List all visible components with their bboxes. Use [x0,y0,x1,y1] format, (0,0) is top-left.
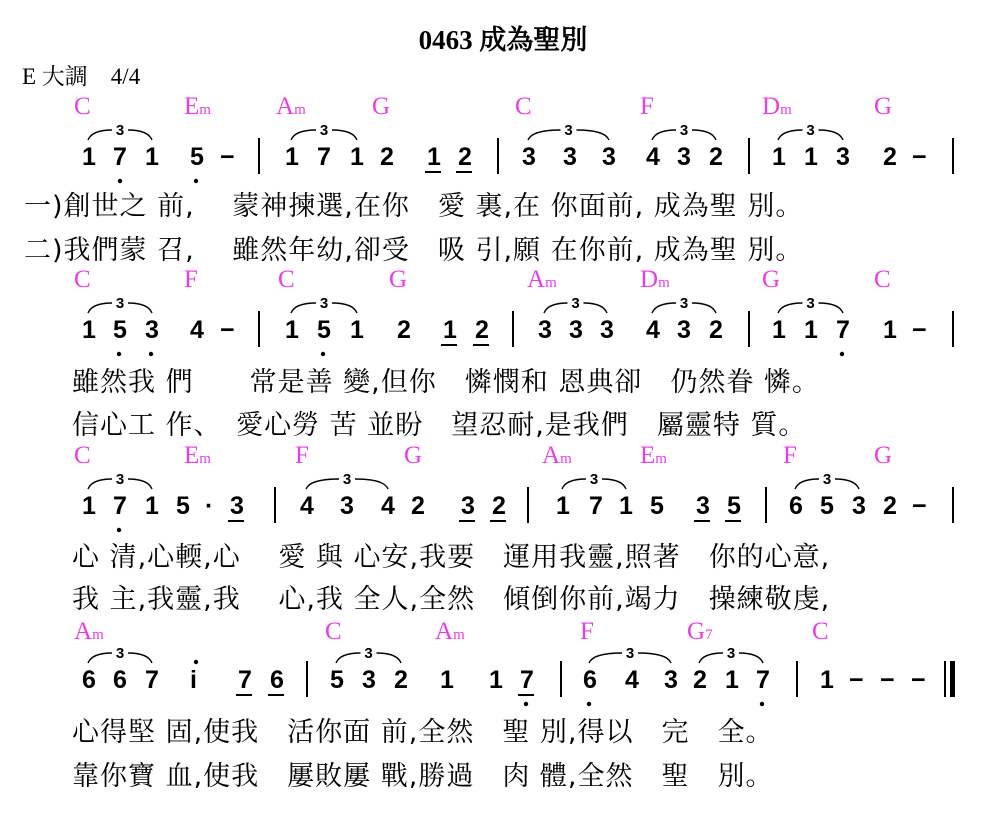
octave-dot [524,702,528,706]
triplet-arc [652,130,676,140]
triplet-arc [795,479,819,489]
note: 1 [883,316,897,344]
note: 3 [145,316,159,344]
final-bar-thin [944,661,946,697]
lyric-verse-2: 二)我們蒙 召, 雖然年幼,卻受 吸 引,願 在你前, 成為聖 別。 [24,235,804,266]
octave-dot [194,179,198,183]
triplet-arc [88,479,112,489]
triplet-number: 3 [806,122,815,139]
note: 1 [285,316,299,344]
triplet-arc [819,130,844,140]
chord: F [580,618,594,645]
triplet-arc [128,130,152,140]
note: 2 [883,492,897,520]
triplet-arc [692,130,716,140]
note: 5 [650,492,664,520]
triplet-arc [835,479,859,489]
note: 7 [113,143,127,171]
note: 6 [789,492,803,520]
triplet-number: 3 [822,471,832,488]
triplet-arc [88,303,112,313]
octave-dot [149,352,153,356]
note: i [190,666,197,694]
triplet-number: 3 [342,471,352,488]
triplet-arc [88,653,112,663]
triplet-number: 3 [625,645,635,662]
triplet-arc [332,130,357,140]
bar-line [952,138,954,174]
note: 1 [145,143,159,171]
note: 2 [411,492,425,520]
octave-dot [194,660,198,664]
note: 7 [113,492,127,520]
triplet-arc [638,653,671,663]
note: 3 [563,143,577,171]
note: 4 [646,143,660,171]
bar-line [952,311,954,347]
note: 4 [646,316,660,344]
note: 7 [145,666,159,694]
triplet-number: 3 [589,471,599,488]
note: 3 [522,143,536,171]
note: 1 [82,492,96,520]
chord: Em [184,93,211,120]
bar-line [765,487,767,523]
triplet-arc [652,303,676,313]
note: 3 [696,492,710,520]
chord: C [74,93,91,120]
note: 2 [475,316,489,344]
triplet-number: 3 [319,122,329,139]
chord: C [74,442,91,469]
note: 1 [804,143,818,171]
chord: G [762,266,781,293]
triplet-number: 3 [115,295,125,312]
lyric-verse-2: 信心工 作、 愛心勞 苦 並盼 望忍耐,是我們 屬靈特 質。 [72,410,807,441]
note: − [911,666,926,694]
triplet-number: 3 [571,295,580,312]
note: 3 [538,316,552,344]
note: 2 [492,492,506,520]
triplet-number: 3 [364,645,373,662]
chord: Dm [640,266,670,293]
note: 3 [461,492,475,520]
note: 4 [625,666,639,694]
note: 1 [804,316,818,344]
octave-dot [840,352,844,356]
note: 3 [230,492,244,520]
note: 1 [443,316,457,344]
lyric-verse-1: 雖然我 們 常是善 變,但你 憐憫和 恩典卻 仍然眷 憐。 [72,367,820,398]
note: 4 [300,492,314,520]
triplet-arc [377,653,402,663]
lyric-verse-1: 一)創世之 前, 蒙神揀選,在你 愛 裏,在 你面前, 成為聖 別。 [24,191,804,222]
note: 7 [317,143,331,171]
chord: F [783,442,797,469]
hymn-title: 0463 成為聖別 [418,25,588,55]
triplet-number: 3 [115,645,125,662]
note: 1 [82,143,96,171]
triplet-number: 3 [115,471,125,488]
bar-line [258,138,260,174]
octave-dot [321,352,325,356]
note: 6 [270,666,284,694]
chord: Em [184,442,211,469]
chord: C [74,266,91,293]
lyric-verse-2: 我 主,我靈,我 心,我 全人,全然 傾倒你前,竭力 操練敬虔, [72,584,831,615]
triplet-arc [528,130,561,140]
note: 2 [693,666,707,694]
note: 7 [589,492,603,520]
chord: C [278,266,295,293]
octave-dot [587,702,591,706]
bar-line [497,138,499,174]
chord: G7 [687,618,713,645]
note: 6 [583,666,597,694]
chord: C [812,618,829,645]
note: 2 [883,143,897,171]
chord: Am [276,93,306,120]
triplet-arc [291,303,316,313]
chord: G [404,442,423,469]
note: 7 [520,666,534,694]
note: 5 [317,316,331,344]
triplet-arc [589,653,622,663]
octave-dot [117,352,121,356]
triplet-arc [336,653,361,663]
triplet-arc [128,303,152,313]
note: − [220,143,235,171]
note: − [849,666,864,694]
note: 2 [709,316,723,344]
note: 3 [569,316,583,344]
note: − [220,316,235,344]
note: 4 [381,492,395,520]
triplet-number: 3 [726,645,736,662]
chord: C [325,618,342,645]
bar-line [748,138,750,174]
bar-line [560,661,562,697]
note: 7 [756,666,770,694]
note: 2 [458,143,472,171]
lyric-verse-1: 心得堅 固,使我 活你面 前,全然 聖 別,得以 完 全。 [72,717,774,748]
note: 1 [556,492,570,520]
chord: Am [74,618,104,645]
triplet-arc [562,479,586,489]
note: 5 [190,143,204,171]
triplet-arc [739,653,763,663]
note: − [880,666,895,694]
chord: G [372,93,391,120]
chord: Dm [762,93,792,120]
note: 3 [600,316,614,344]
note: − [912,316,927,344]
chord: G [389,266,408,293]
chord: Am [435,618,465,645]
note: 1 [350,143,364,171]
triplet-arc [778,130,803,140]
triplet-arc [291,130,316,140]
triplet-arc [577,130,610,140]
triplet-arc [692,303,716,313]
note: 1 [619,492,633,520]
chord: F [295,442,309,469]
bar-line [527,487,529,523]
octave-dot [760,702,764,706]
note: 1 [820,666,834,694]
note: 3 [836,143,850,171]
note: 1 [772,316,786,344]
bar-line [748,311,750,347]
note: 5 [820,492,834,520]
note: 1 [440,666,454,694]
note: 1 [489,666,503,694]
triplet-arc [128,653,152,663]
chord: C [874,266,891,293]
note: 1 [285,143,299,171]
final-bar-thick [950,661,955,697]
note: 1 [350,316,364,344]
triplet-number: 3 [679,295,689,312]
triplet-arc [355,479,388,489]
note: 7 [836,316,850,344]
triplet-arc [819,303,844,313]
note: 3 [362,666,376,694]
triplet-arc [584,303,608,313]
triplet-arc [602,479,626,489]
chord: G [874,93,893,120]
triplet-number: 3 [115,122,125,139]
lyric-verse-2: 靠你寶 血,使我 屢敗屢 戰,勝過 肉 體,全然 聖 別。 [72,761,774,792]
triplet-number: 3 [679,122,689,139]
chord: G [874,442,893,469]
note: 2 [709,143,723,171]
note: 1 [427,143,441,171]
triplet-number: 3 [319,295,329,312]
chord: F [184,266,198,293]
bar-line [796,661,798,697]
note: 4 [190,316,204,344]
triplet-number: 3 [806,295,815,312]
triplet-arc [778,303,803,313]
note: 2 [380,143,394,171]
bar-line [306,661,308,697]
note: 2 [397,316,411,344]
triplet-number: 3 [564,122,573,139]
bar-line [258,311,260,347]
note: 7 [238,666,252,694]
note: 1 [82,316,96,344]
triplet-arc [306,479,339,489]
triplet-arc [699,653,723,663]
triplet-arc [128,479,152,489]
note: 3 [664,666,678,694]
note: 1 [725,666,739,694]
note: 6 [113,666,127,694]
note: 1 [772,143,786,171]
bar-line [512,311,514,347]
note: 5 [176,492,190,520]
note: 6 [82,666,96,694]
note: − [912,492,927,520]
chord: Am [527,266,557,293]
chord: Em [640,442,667,469]
octave-dot [118,179,122,183]
key-signature: E 大調 4/4 [22,64,141,89]
bar-line [274,487,276,523]
chord: F [640,93,654,120]
note: 3 [852,492,866,520]
note: · [205,492,214,520]
note: 5 [330,666,344,694]
note: 1 [145,492,159,520]
chord: C [515,93,532,120]
triplet-arc [544,303,568,313]
triplet-arc [332,303,357,313]
bar-line [952,487,954,523]
note: − [912,143,927,171]
note: 2 [394,666,408,694]
lyric-verse-1: 心 清,心輭,心 愛 與 心安,我要 運用我靈,照著 你的心意, [72,542,831,573]
chord: Am [542,442,572,469]
note: 3 [602,143,616,171]
note: 3 [677,143,691,171]
octave-dot [117,528,121,532]
note: 5 [113,316,127,344]
note: 3 [340,492,354,520]
note: 5 [727,492,741,520]
note: 3 [677,316,691,344]
triplet-arc [88,130,112,140]
